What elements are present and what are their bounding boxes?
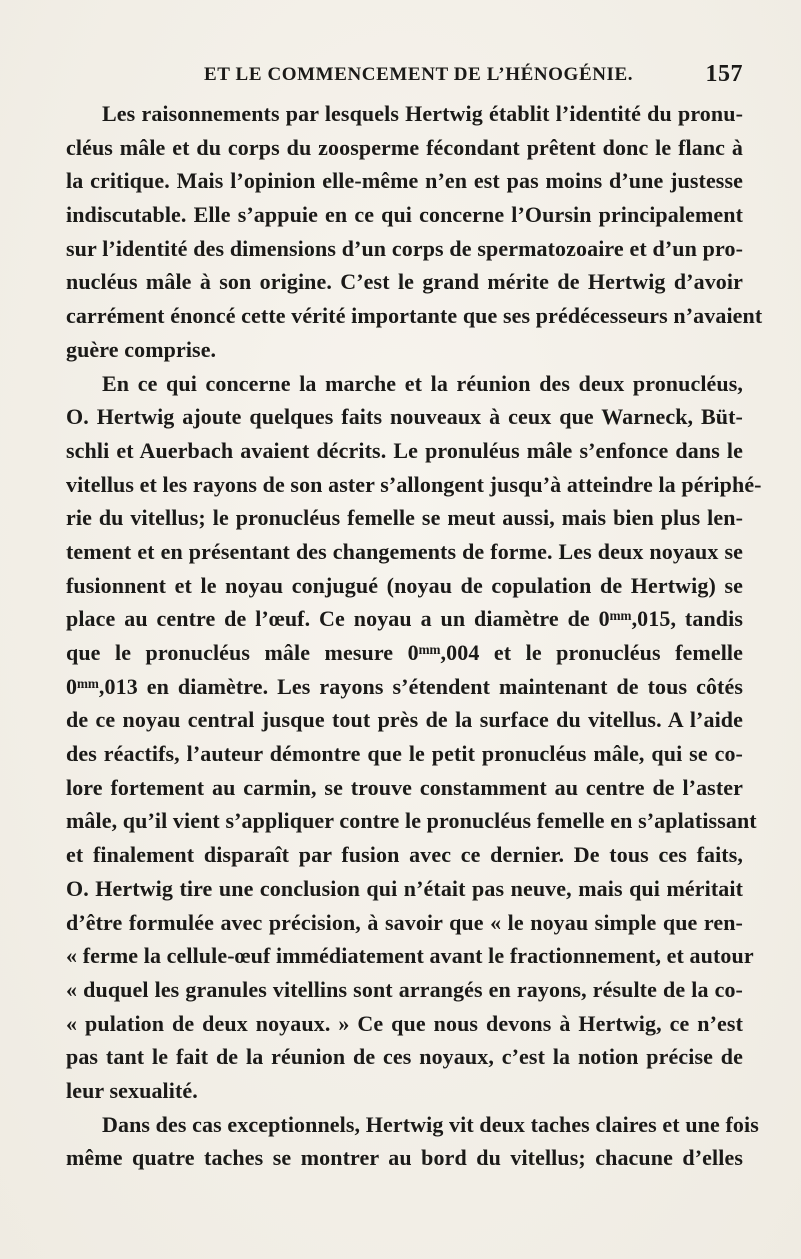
text-line: Dans des cas exceptionnels, Hertwig vit deux taches claires et une fois [102,1111,759,1137]
text-line: rie du vitellus; le pronucléus femelle se meut aussi, mais bien plus len- [66,505,743,531]
text-line: des réactifs, l’auteur démontre que le petit pronucléus mâle, qui se co- [66,741,743,767]
text-line: pas tant le fait de la réunion de ces noyaux, c’est la notion précise de [66,1044,743,1070]
text-line: tement et en présentant des changements de forme. Les deux noyaux se [66,538,743,564]
text-line: mâle, qu’il vient s’appliquer contre le pronucléus femelle en s’aplatissant [66,808,757,834]
text-line: leur sexualité. [66,1077,198,1103]
body-text [66,97,763,1175]
page-number: 157 [705,61,743,87]
text-line: « pulation de deux noyaux. » Ce que nous devons à Hertwig, ce n’est [66,1010,743,1036]
text-line: indiscutable. Elle s’appuie en ce qui concerne l’Oursin principalement [66,202,743,228]
text-line: la critique. Mais l’opinion elle-même n’en est pas moins d’une justesse [66,168,743,194]
text-line: vitellus et les rayons de son aster s’allongent jusqu’à atteindre la périphé- [66,471,762,497]
text-line: d’être formulée avec précision, à savoir que « le noyau simple que ren- [66,909,743,935]
text-line: 0ᵐᵐ,013 en diamètre. Les rayons s’étendent maintenant de tous côtés [66,673,743,699]
text-line: « ferme la cellule-œuf immédiatement avant le fractionnement, et autour [66,943,754,969]
text-line: nucléus mâle à son origine. C’est le grand mérite de Hertwig d’avoir [66,269,743,295]
text-line: et finalement disparaît par fusion avec ce dernier. De tous ces faits, [66,842,743,868]
running-title: ET LE COMMENCEMENT DE L’HÉNOGÉNIE. [204,64,634,85]
text-line: de ce noyau central jusque tout près de la surface du vitellus. A l’aide [66,707,743,733]
text-line: place au centre de l’œuf. Ce noyau a un diamètre de 0ᵐᵐ,015, tandis [66,606,743,632]
text-line: fusionnent et le noyau conjugué (noyau de copulation de Hertwig) se [66,572,743,598]
text-line: guère comprise. [66,336,217,362]
text-line: que le pronucléus mâle mesure 0ᵐᵐ,004 et le pronucléus femelle [66,640,743,665]
text-line: carrément énoncé cette vérité importante que ses prédécesseurs n’avaient [66,303,763,329]
text-line: « duquel les granules vitellins sont arrangés en rayons, résulte de la co- [66,976,743,1002]
text-line: sur l’identité des dimensions d’un corps de spermatozoaire et d’un pro- [66,235,743,261]
text-line: cléus mâle et du corps du zoosperme fécondant prêtent donc le flanc à [66,134,743,160]
text-line: Les raisonnements par lesquels Hertwig établit l’identité du pronu- [102,101,743,126]
text-line: schli et Auerbach avaient décrits. Le pronuléus mâle s’enfonce dans le [66,437,743,463]
text-line: même quatre taches se montrer au bord du vitellus; chacune d’elles [66,1145,743,1171]
page-header [66,61,743,94]
text-line: O. Hertwig tire une conclusion qui n’était pas neuve, mais qui méritait [66,875,743,901]
text-line: En ce qui concerne la marche et la réunion des deux pronucléus, [102,370,743,396]
text-line: O. Hertwig ajoute quelques faits nouveaux à ceux que Warneck, Büt- [66,404,743,430]
text-line: lore fortement au carmin, se trouve constamment au centre de l’aster [66,774,743,800]
